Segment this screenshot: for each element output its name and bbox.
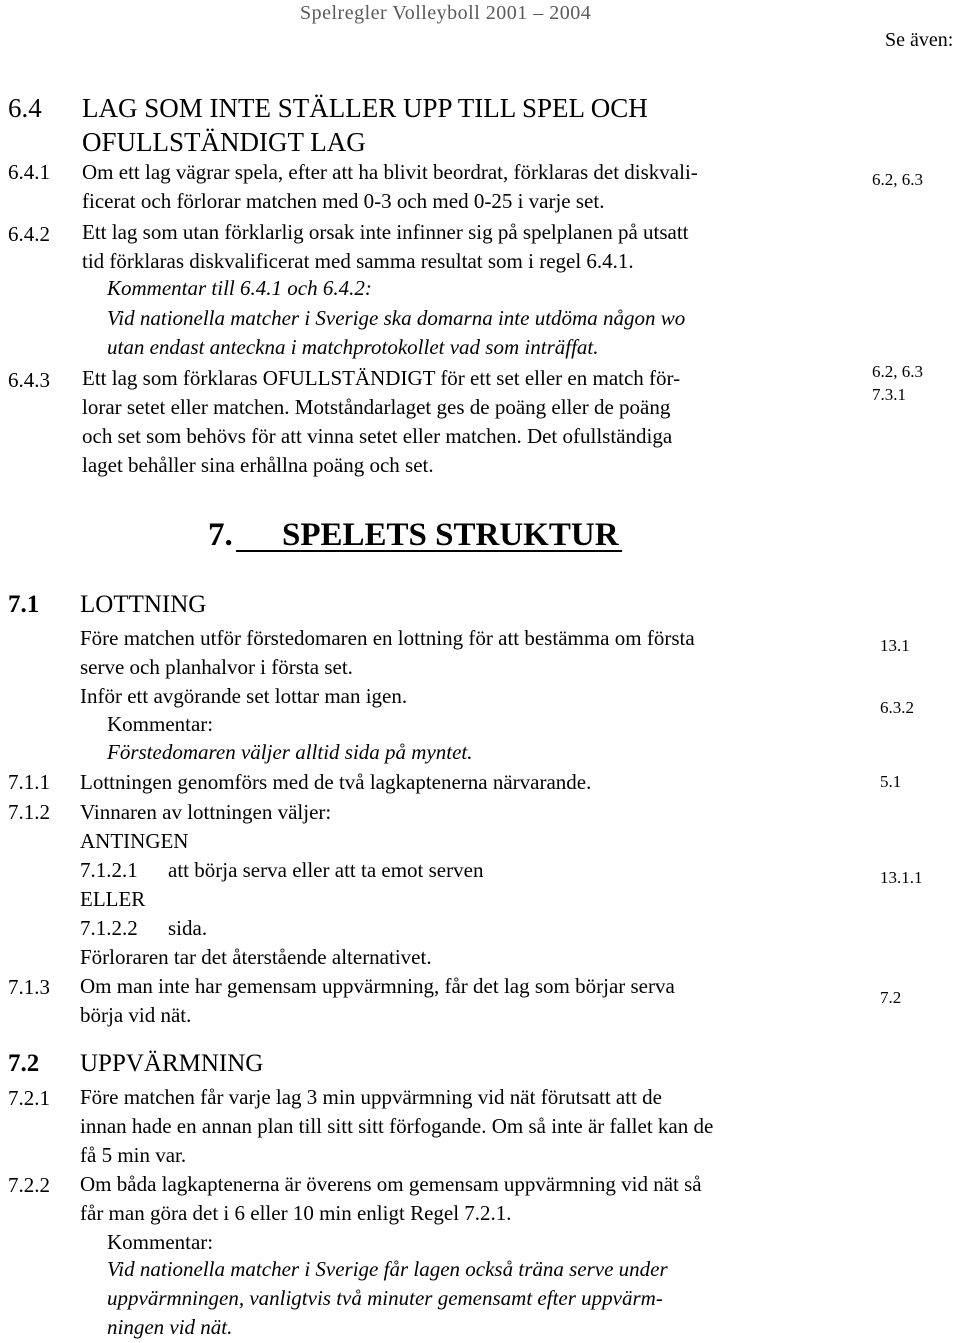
rule-7-1-1-number: 7.1.1	[8, 770, 50, 794]
rule-7-1-3-line2: börja vid nät.	[80, 1003, 192, 1027]
section-7-1-number: 7.1	[8, 591, 40, 618]
rule-7-1-1-text: Lottningen genomförs med de två lagkaptenerna närvarande.	[80, 770, 592, 794]
ref-6-4-1: 6.2, 6.3	[872, 170, 923, 189]
rule-6-4-1-number: 6.4.1	[8, 160, 50, 184]
rule-6-4-3-number: 6.4.3	[8, 368, 50, 392]
rule-7-1-2-2-number: 7.1.2.2	[80, 916, 138, 940]
rule-6-4-2-line1: Ett lag som utan förklarlig orsak inte infinner sig på spelplanen på utsatt	[82, 220, 689, 244]
ref-7-1-3: 7.2	[880, 988, 902, 1007]
rule-7-2-2-line1: Om båda lagkaptenerna är överens om gemensam uppvärmning vid nät så	[80, 1172, 702, 1196]
section-7-2-title: UPPVÄRMNING	[80, 1050, 264, 1077]
rule-7-1-2-eller: ELLER	[80, 887, 146, 911]
rule-6-4-3-line1: Ett lag som förklaras OFULLSTÄNDIGT för ett set eller en match för-	[82, 366, 681, 390]
comment-7-2-line1: Vid nationella matcher i Sverige får lagen också träna serve under	[107, 1257, 668, 1281]
rule-7-1-3-number: 7.1.3	[8, 975, 50, 999]
rule-6-4-3-line3: och set som behövs för att vinna setet eller matchen. Det ofullständiga	[82, 424, 673, 448]
rule-7-2-1-number: 7.2.1	[8, 1086, 50, 1110]
comment-6-4-line1: Vid nationella matcher i Sverige ska domarna inte utdöma någon wo	[107, 306, 686, 330]
rule-7-1-2-2-text: sida.	[168, 916, 208, 940]
rule-7-2-1-line2: innan hade en annan plan till sitt sitt förfogande. Om så inte är fallet kan de	[80, 1114, 714, 1138]
rule-7-2-2-line2: får man göra det i 6 eller 10 min enligt Regel 7.2.1.	[80, 1201, 512, 1225]
see-also-label: Se även:	[885, 29, 954, 51]
comment-7-2-line2: uppvärmningen, vanligtvis två minuter gemensamt efter uppvärm-	[107, 1286, 663, 1310]
section-7-1-para-line1: Före matchen utför förstedomaren en lottning för att bestämma om första	[80, 626, 695, 650]
section-6-4-title-line1: LAG SOM INTE STÄLLER UPP TILL SPEL OCH	[82, 93, 648, 123]
rule-6-4-1-line2: ficerat och förlorar matchen med 0-3 och med 0-25 i varje set.	[82, 189, 605, 213]
comment-7-1-label: Kommentar:	[107, 712, 214, 736]
rule-6-4-3-line4: laget behåller sina erhållna poäng och set.	[82, 453, 434, 477]
rule-6-4-1-line1: Om ett lag vägrar spela, efter att ha blivit beordrat, förklaras det diskvali-	[82, 160, 698, 184]
comment-6-4-label: Kommentar till 6.4.1 och 6.4.2:	[107, 276, 372, 300]
section-7-2-number: 7.2	[8, 1050, 40, 1077]
chapter-7-number: 7.	[208, 517, 233, 553]
rule-7-1-3-line1: Om man inte har gemensam uppvärmning, får det lag som börjar serva	[80, 974, 675, 998]
ref-7-1-b: 6.3.2	[880, 698, 914, 717]
comment-6-4-line2: utan endast anteckna i matchprotokollet vad som inträffat.	[107, 335, 599, 359]
rule-6-4-3-line2: lorar setet eller matchen. Motståndarlaget ges de poäng eller de poäng	[82, 395, 671, 419]
section-7-1-para-line3: Inför ett avgörande set lottar man igen.	[80, 684, 408, 708]
section-7-1-title: LOTTNING	[80, 591, 207, 618]
rule-7-1-2-loser: Förloraren tar det återstående alternativet.	[80, 945, 432, 969]
ref-7-1-1: 5.1	[880, 772, 902, 791]
comment-7-2-label: Kommentar:	[107, 1230, 214, 1254]
rule-7-1-2-number: 7.1.2	[8, 800, 50, 824]
comment-7-1-text: Förstedomaren väljer alltid sida på myntet.	[107, 740, 473, 764]
section-6-4-number: 6.4	[8, 93, 42, 123]
ref-6-4-3-b: 7.3.1	[872, 385, 906, 404]
rule-7-1-2-text: Vinnaren av lottningen väljer:	[80, 800, 332, 824]
section-6-4-title-line2: OFULLSTÄNDIGT LAG	[82, 127, 366, 157]
rule-7-1-2-antingen: ANTINGEN	[80, 829, 189, 853]
rule-6-4-2-line2: tid förklaras diskvalificerat med samma resultat som i regel 6.4.1.	[82, 249, 634, 273]
rule-7-2-2-number: 7.2.2	[8, 1173, 50, 1197]
chapter-7-title: SPELETS STRUKTUR	[282, 517, 619, 553]
page-header-title: Spelregler Volleyboll 2001 – 2004	[300, 2, 592, 24]
rule-6-4-2-number: 6.4.2	[8, 222, 50, 246]
rule-7-1-2-1-text: att börja serva eller att ta emot serven	[168, 858, 484, 882]
ref-7-1-a: 13.1	[880, 636, 910, 655]
rule-7-2-1-line1: Före matchen får varje lag 3 min uppvärmning vid nät förutsatt att de	[80, 1085, 662, 1109]
rule-7-1-2-1-number: 7.1.2.1	[80, 858, 138, 882]
ref-7-1-2: 13.1.1	[880, 868, 923, 887]
rule-7-2-1-line3: få 5 min var.	[80, 1143, 187, 1167]
ref-6-4-3-a: 6.2, 6.3	[872, 362, 923, 381]
comment-7-2-line3: ningen vid nät.	[107, 1315, 233, 1339]
section-7-1-para-line2: serve och planhalvor i första set.	[80, 655, 353, 679]
